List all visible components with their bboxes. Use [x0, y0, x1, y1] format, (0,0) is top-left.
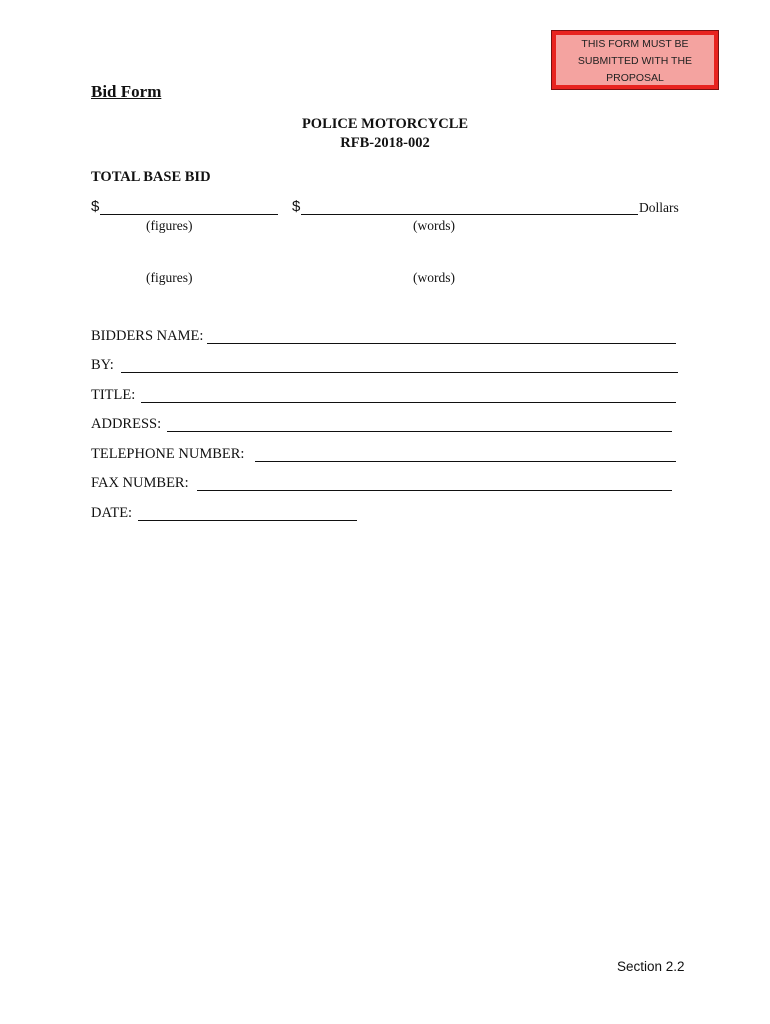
figures-underline: [100, 200, 278, 215]
total-base-bid-label: TOTAL BASE BID: [91, 169, 211, 185]
bidders-name-field[interactable]: [91, 328, 676, 348]
telephone-line: [255, 446, 676, 462]
title-label: TITLE:: [91, 387, 136, 403]
project-name: POLICE MOTORCYCLE: [301, 116, 469, 132]
words-dollar-sign: $: [292, 198, 301, 215]
fax-line: [197, 475, 672, 491]
telephone-field[interactable]: [91, 446, 676, 466]
figures-caption-2: (figures): [146, 270, 193, 285]
form-title: Bid Form: [91, 82, 162, 101]
address-label: ADDRESS:: [91, 416, 162, 432]
date-line: [138, 505, 357, 521]
section-number: Section 2.2: [617, 959, 685, 974]
address-line: [167, 416, 672, 432]
figures-dollar-sign: $: [91, 198, 100, 215]
fax-label: FAX NUMBER:: [91, 475, 189, 491]
rfb-number: RFB-2018-002: [340, 135, 430, 151]
notice-line-2: SUBMITTED WITH THE: [577, 55, 693, 67]
date-label: DATE:: [91, 505, 133, 521]
bidders-name-label: BIDDERS NAME:: [91, 328, 204, 344]
words-caption: (words): [413, 218, 455, 233]
telephone-label: TELEPHONE NUMBER:: [91, 446, 245, 462]
title-line: [141, 387, 676, 403]
submission-notice-box: [551, 30, 719, 90]
bidders-name-line: [207, 328, 676, 344]
by-line: [121, 357, 678, 373]
address-field[interactable]: [91, 416, 672, 436]
notice-line-3: PROPOSAL: [606, 72, 664, 84]
dollars-label: Dollars: [639, 200, 679, 215]
fax-field[interactable]: [91, 475, 672, 495]
notice-line-1: THIS FORM MUST BE: [581, 38, 689, 50]
words-underline: [301, 200, 638, 215]
words-caption-2: (words): [413, 270, 455, 285]
figures-caption: (figures): [146, 218, 193, 233]
by-label: BY:: [91, 357, 114, 373]
submission-notice-text: [556, 35, 714, 85]
by-field[interactable]: [91, 357, 678, 377]
title-field[interactable]: [91, 387, 676, 407]
date-field[interactable]: [91, 505, 357, 525]
